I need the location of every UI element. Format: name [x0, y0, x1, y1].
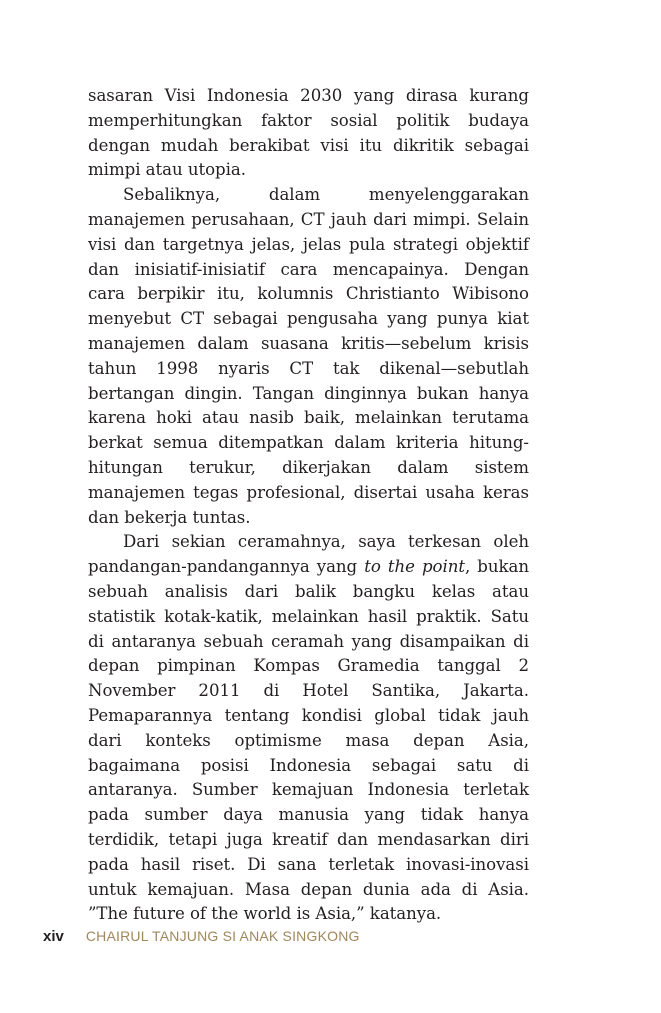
body-text: [88, 84, 529, 927]
page-number: xiv: [43, 928, 64, 945]
paragraph-2: Sebaliknya, dalam menyelenggarakan manajemen perusahaan, CT jauh dari mimpi. Selain visi dan targetnya jelas, jelas pula strategi objektif dan inisiatif-inisiatif cara mencapainya. Dengan cara berpikir itu, kolumnis Christianto Wibisono menyebut CT sebagai pengusaha yang punya kiat manajemen dalam suasana kritis—sebelum krisis tahun 1998 nyaris CT tak dikenal—sebutlah bertangan dingin. Tangan dinginnya bukan hanya karena hoki atau nasib baik, melainkan terutama berkat semua ditempatkan dalam kriteria hitung-hitungan terukur, dikerjakan dalam sistem manajemen tegas profesional, disertai usaha keras dan bekerja tuntas.: [88, 185, 529, 527]
italic-phrase: to the point: [364, 557, 465, 577]
paragraph-1: sasaran Visi Indonesia 2030 yang dirasa kurang memperhitungkan faktor sosial politik budaya dengan mudah berakibat visi itu dikritik sebagai mimpi atau utopia.: [88, 86, 529, 180]
paragraph-3: [88, 530, 529, 927]
paragraph-3-text-end: , bukan sebuah analisis dari balik bangku kelas atau statistik kotak-katik, melainkan hasil praktik. Satu di antaranya sebuah ceramah yang disampaikan di depan pimpinan Kompas Gramedia tanggal 2 November 2011 di Hotel Santika, Jakarta. Pemaparannya tentang kondisi global tidak jauh dari konteks optimisme masa depan Asia, bagaimana posisi Indonesia sebagai satu di antaranya. Sumber kemajuan Indonesia terletak pada sumber daya manusia yang tidak hanya terdidik, tetapi juga kreatif dan mendasarkan diri pada hasil riset. Di sana terletak inovasi-inovasi untuk kemajuan. Masa depan dunia ada di Asia. ”The future of the world is Asia,” katanya.: [88, 557, 529, 924]
paragraph-3-text-start: Dari sekian ceramahnya, saya terkesan oleh pandangan-pandangannya yang: [88, 532, 529, 577]
page-footer: [43, 928, 360, 950]
running-title: CHAIRUL TANJUNG SI ANAK SINGKONG: [85, 928, 360, 944]
